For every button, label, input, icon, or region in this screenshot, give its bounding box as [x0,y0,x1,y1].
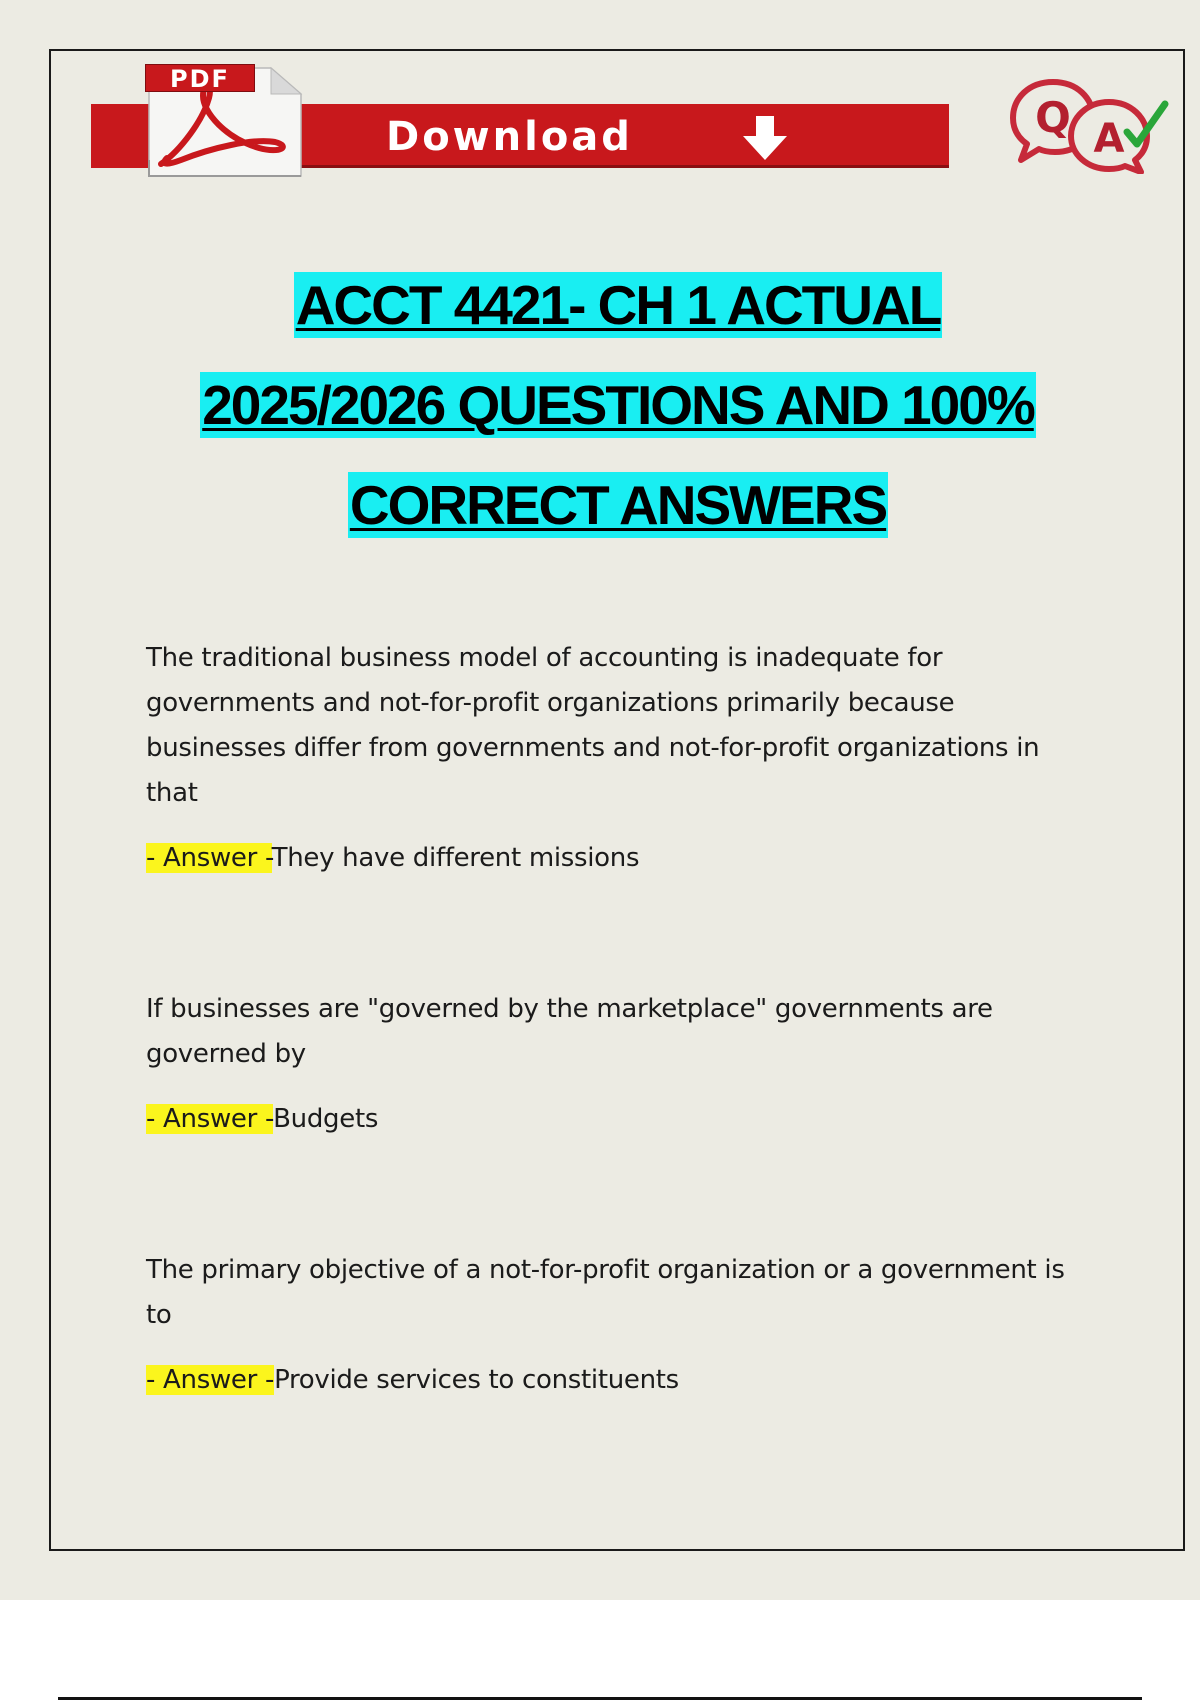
qa-item [146,636,1086,881]
question-text: The traditional business model of accounting is inadequate for governments and not-for-profit organizations primarily because businesses differ from governments and not-for-profit organizations in that [146,643,1040,808]
answer-text: Budgets [273,1104,379,1134]
title-line-2-text: 2025/2026 QUESTIONS AND 100% [202,374,1034,436]
qa-checkmark-icon [1005,74,1170,174]
answer-prefix: - Answer - [146,1365,275,1395]
answer-prefix: - Answer - [146,843,272,873]
title-line-1-text: ACCT 4421- CH 1 ACTUAL [295,274,941,336]
title-line-1 [80,255,1156,355]
qa-item [146,1248,1086,1403]
qa-list [146,636,1086,1509]
pdf-download-banner[interactable] [91,60,859,180]
download-arrow-icon[interactable] [737,112,793,164]
title-line-3-text: CORRECT ANSWERS [349,474,887,536]
logo-letter-a: A [1093,116,1125,162]
answer-line [146,1097,1086,1142]
answer-text: Provide services to constituents [274,1365,679,1395]
qa-item [146,987,1086,1142]
answer-line [146,1358,1086,1403]
title-line-2 [80,355,1156,455]
download-label[interactable]: Download [386,114,633,160]
question-text: The primary objective of a not-for-profit organization or a government is to [146,1255,1065,1330]
title-line-3 [80,455,1156,555]
document-title [80,255,1156,555]
answer-text: They have different missions [271,843,640,873]
acrobat-pdf-icon [141,60,305,178]
logo-letter-q: Q [1035,93,1071,142]
answer-prefix: - Answer - [146,1104,274,1134]
pdf-tab-label: PDF [145,64,255,92]
question-text: If businesses are "governed by the marketplace" governments are governed by [146,994,993,1069]
answer-line [146,836,1086,881]
